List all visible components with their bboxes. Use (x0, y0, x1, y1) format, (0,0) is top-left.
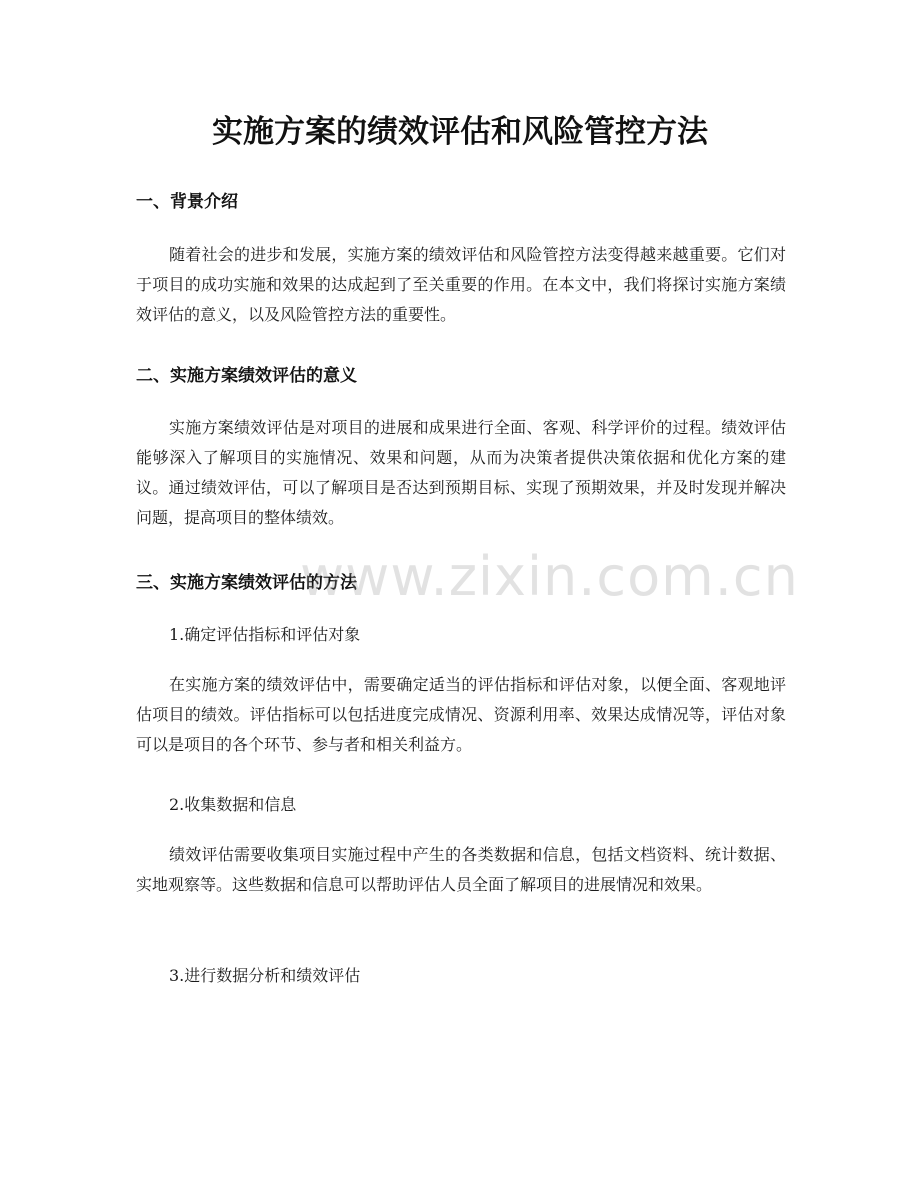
method-item-paragraph-2: 绩效评估需要收集项目实施过程中产生的各类数据和信息，包括文档资料、统计数据、实地观察等。这些数据和信息可以帮助评估人员全面了解项目的进展情况和效果。 (136, 845, 786, 894)
section-paragraph-significance: 实施方案绩效评估是对项目的进展和成果进行全面、客观、科学评价的过程。绩效评估能够深入了解项目的实施情况、效果和问题，从而为决策者提供决策依据和优化方案的建议。通过绩效评估，可以了解项目是否达到预期目标、实现了预期效果，并及时发现并解决问题，提高项目的整体绩效。 (136, 418, 786, 527)
section-paragraph-background: 随着社会的进步和发展，实施方案的绩效评估和风险管控方法变得越来越重要。它们对于项目的成功实施和效果的达成起到了至关重要的作用。在本文中，我们将探讨实施方案绩效评估的意义，以及风险管控方法的重要性。 (136, 245, 786, 324)
document-title: 实施方案的绩效评估和风险管控方法 (212, 114, 708, 150)
method-item-label-2: 2.收集数据和信息 (169, 795, 297, 814)
section-heading-significance: 二、实施方案绩效评估的意义 (136, 366, 357, 386)
method-item-label-1: 1.确定评估指标和评估对象 (169, 625, 361, 644)
method-item-label-3: 3.进行数据分析和绩效评估 (169, 966, 361, 985)
section-heading-background: 一、背景介绍 (136, 192, 238, 212)
watermark-text: www.zixin.com.cn (300, 545, 799, 608)
section-heading-methods: 三、实施方案绩效评估的方法 (136, 573, 357, 593)
method-item-paragraph-1: 在实施方案的绩效评估中，需要确定适当的评估指标和评估对象，以便全面、客观地评估项目的绩效。评估指标可以包括进度完成情况、资源利用率、效果达成情况等，评估对象可以是项目的各个环节、参与者和相关利益方。 (136, 675, 786, 754)
